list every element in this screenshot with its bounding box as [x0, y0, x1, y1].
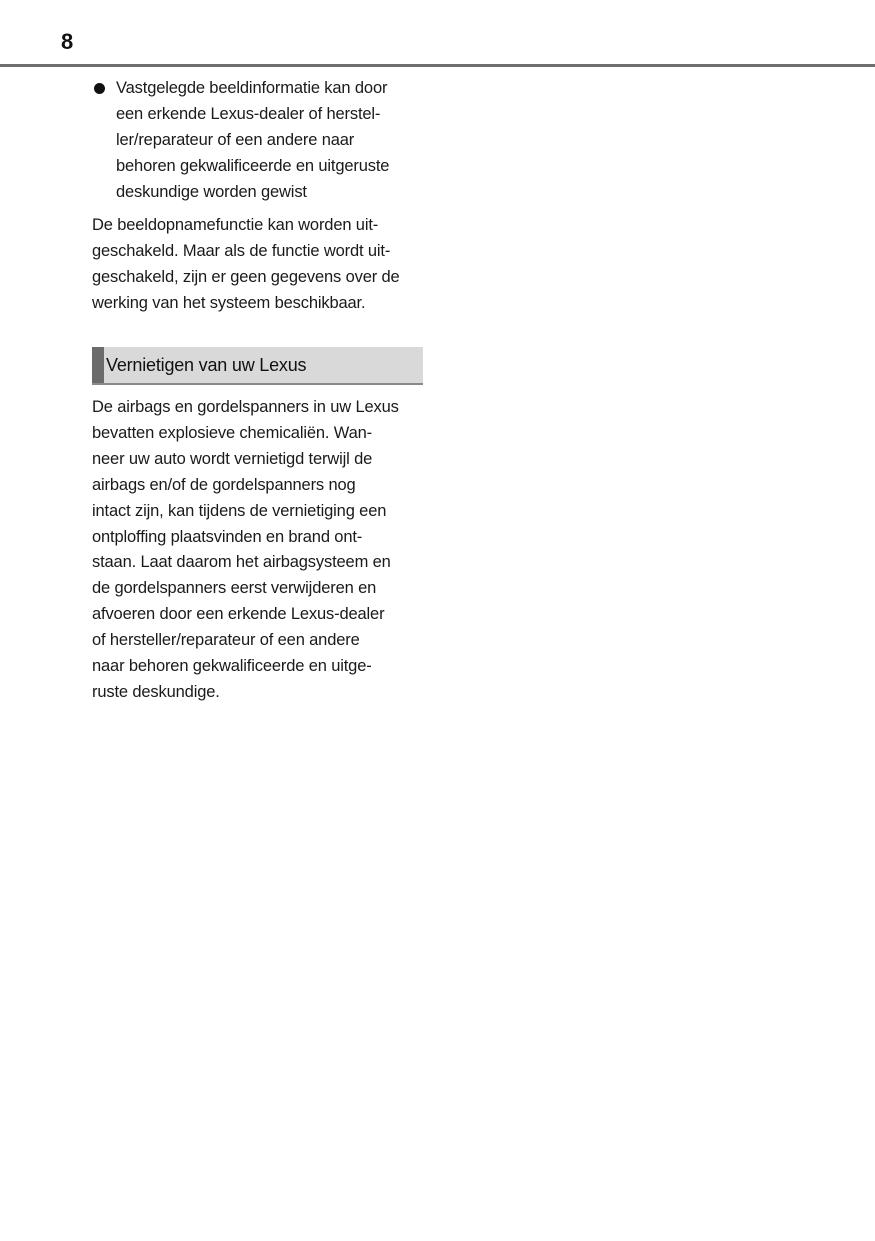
paragraph-line: de gordelspanners eerst verwijderen en	[92, 579, 377, 598]
bullet-line: een erkende Lexus-dealer of herstel-	[116, 104, 381, 123]
paragraph-line: neer uw auto wordt vernietigd terwijl de	[92, 449, 373, 468]
bullet-line: ler/reparateur of een andere naar	[116, 130, 355, 149]
paragraph-line: ontploffing plaatsvinden en brand ont-	[92, 527, 363, 546]
section-heading	[92, 347, 423, 385]
paragraph-line: intact zijn, kan tijdens de vernietiging een	[92, 501, 387, 520]
paragraph-line: werking van het systeem beschikbaar.	[92, 293, 366, 312]
paragraph-line: afvoeren door een erkende Lexus-dealer	[92, 605, 385, 624]
section-title: Vernietigen van uw Lexus	[106, 355, 307, 375]
paragraph-recording-function	[92, 213, 422, 317]
paragraph-line: airbags en/of de gordelspanners nog	[92, 475, 356, 494]
paragraph-line: of hersteller/reparateur of een andere	[92, 631, 360, 650]
page-number: 8	[61, 29, 74, 54]
paragraph-line: geschakeld. Maar als de functie wordt uit-	[92, 241, 391, 260]
bullet-line: behoren gekwalificeerde en uitgeruste	[116, 156, 390, 175]
paragraph-line: staan. Laat daarom het airbagsysteem en	[92, 553, 391, 572]
section-heading-bar	[92, 347, 104, 383]
paragraph-line: bevatten explosieve chemicaliën. Wan-	[92, 423, 372, 442]
paragraph-line: De beeldopnamefunctie kan worden uit-	[92, 216, 379, 234]
bullet-line: deskundige worden gewist	[116, 182, 307, 201]
paragraph-line: geschakeld, zijn er geen gegevens over de	[92, 267, 400, 286]
bullet-line: Vastgelegde beeldinformatie kan door	[116, 79, 388, 97]
bullet-icon	[94, 83, 105, 94]
header-divider	[0, 64, 875, 67]
paragraph-line: De airbags en gordelspanners in uw Lexus	[92, 398, 399, 416]
paragraph-line: ruste deskundige.	[92, 682, 220, 701]
bullet-item	[92, 76, 422, 206]
paragraph-line: naar behoren gekwalificeerde en uitge-	[92, 657, 372, 676]
bullet-text	[116, 76, 422, 206]
paragraph-scrapping	[92, 395, 422, 706]
